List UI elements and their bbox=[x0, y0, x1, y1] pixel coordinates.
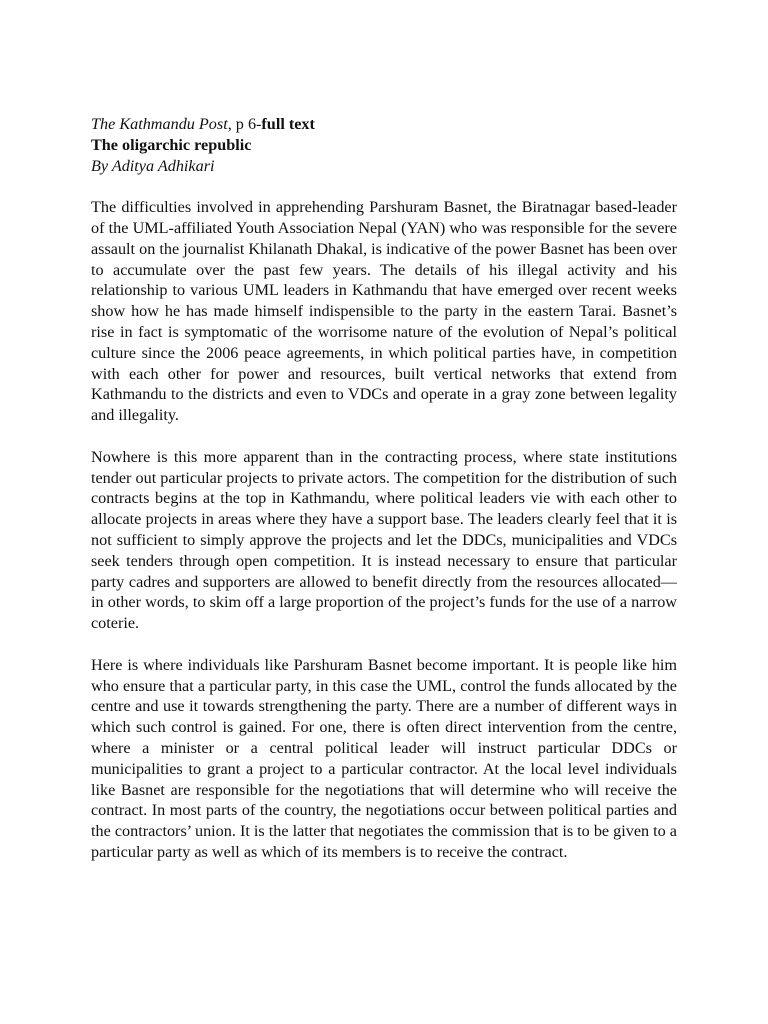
page-reference: p 6- bbox=[231, 115, 262, 133]
document-page bbox=[91, 114, 677, 863]
paragraph-2: Nowhere is this more apparent than in the contracting process, where state institutions tender out particular projects to private actors. The competition for the distribution of such contracts begins at the top in Kathmandu, where political leaders vie with each other to allocate projects in areas where they have a support base. The leaders clearly feel that it is not sufficient to simply approve the projects and let the DDCs, municipalities and VDCs seek tenders through open competition. It is instead necessary to ensure that particular party cadres and supporters are allowed to benefit directly from the resources allocated—in other words, to skim off a large proportion of the project’s funds for the use of a narrow coterie. bbox=[91, 447, 677, 633]
full-text-label: full text bbox=[261, 115, 315, 133]
article-title: The oligarchic republic bbox=[91, 135, 252, 154]
byline: By Aditya Adhikari bbox=[91, 156, 215, 175]
source-line bbox=[91, 114, 677, 135]
paragraph-3: Here is where individuals like Parshuram Basnet become important. It is people like him who ensure that a particular party, in this case the UML, control the funds allocated by the centre and use it towards strengthening the party. There are a number of different ways in which such control is gained. For one, there is often direct intervention from the centre, where a minister or a central political leader will instruct particular DDCs or municipalities to grant a project to a particular contractor. At the local level individuals like Basnet are responsible for the negotiations that will determine who will receive the contract. In most parts of the country, the negotiations occur between political parties and the contractors’ union. It is the latter that negotiates the commission that is to be given to a particular party as well as which of its members is to receive the contract. bbox=[91, 655, 677, 861]
source-name: The Kathmandu Post, bbox=[91, 115, 232, 133]
paragraph-1: The difficulties involved in apprehending Parshuram Basnet, the Biratnagar based-leader of the UML-affiliated Youth Association Nepal (YAN) who was responsible for the severe assault on the journalist Khilanath Dhakal, is indicative of the power Basnet has been over to accumulate over the past few years. The details of his illegal activity and his relationship to various UML leaders in Kathmandu that have emerged over recent weeks show how he has made himself indispensible to the party in the eastern Tarai. Basnet’s rise in fact is symptomatic of the worrisome nature of the evolution of Nepal’s political culture since the 2006 peace agreements, in which political parties have, in competition with each other for power and resources, built vertical networks that extend from Kathmandu to the districts and even to VDCs and operate in a gray zone between legality and illegality. bbox=[91, 198, 677, 425]
